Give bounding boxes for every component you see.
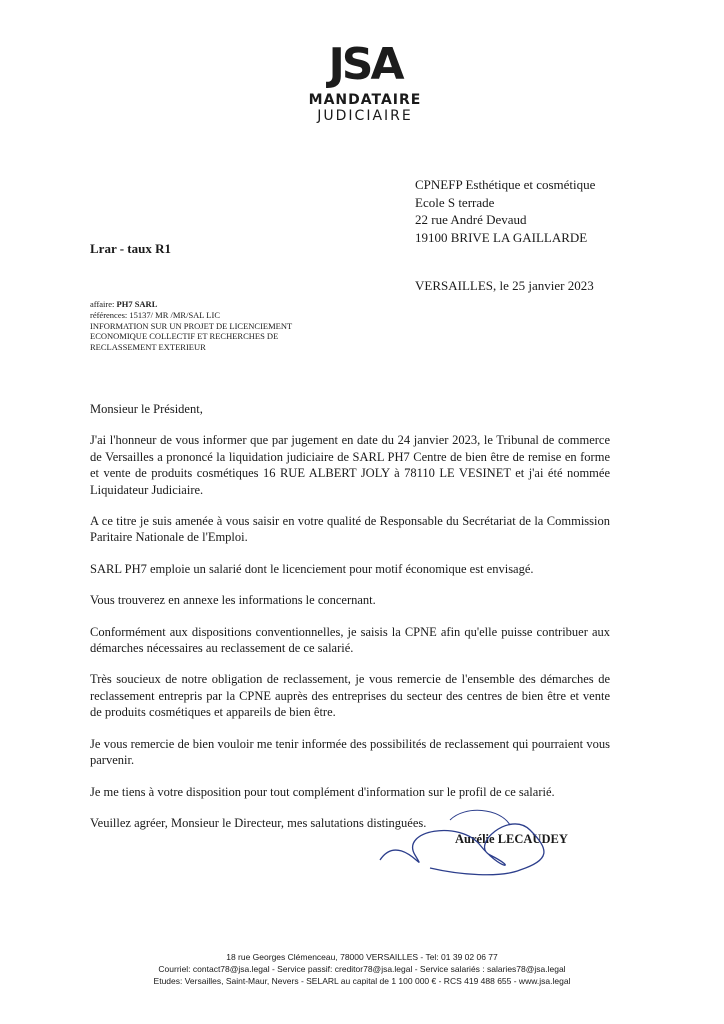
footer-contacts: Courriel: contact78@jsa.legal - Service passif: creditor78@jsa.legal - Service salariés : salaries78@jsa.legal [158,964,566,975]
signature-stroke [450,810,510,825]
affaire-label: affaire: [90,299,115,309]
paragraph: SARL PH7 emploie un salarié dont le licenciement pour motif économique est envisagé. [90,561,534,576]
paragraph: Très soucieux de notre obligation de reclassement, je vous remercie de l'ensemble des démarches de reclassement entrepris par la CPNE auprès des entreprises du secteur des centres de bien être et vente de produits cosmétiques et appareils de bien être. [90,672,610,720]
footer-address: 18 rue Georges Clémenceau, 78000 VERSAILLES - Tel: 01 39 02 06 77 [226,952,498,962]
logo-text: JSA [328,39,402,90]
company-logo [300,40,430,124]
footer [0,951,724,988]
letter-body [90,401,610,846]
signature-stroke [380,824,544,875]
recipient-line: CPNEFP Esthétique et cosmétique [415,177,596,192]
recipient-line: 19100 BRIVE LA GAILLARDE [415,229,588,245]
logo-line-mandataire: MANDATAIRE [308,92,422,108]
closing: Veuillez agréer, Monsieur le Directeur, mes salutations distinguées. [90,815,427,830]
logo-line-judiciaire: JUDICIAIRE [317,108,413,124]
paragraph: J'ai l'honneur de vous informer que par jugement en date du 24 janvier 2023, le Tribunal de commerce de Versailles a prononcé la liquidation judiciaire de SARL PH7 Centre de bien être de remise en forme et vente de produits cosmétiques 16 RUE ALBERT JOLY à 78110 LE VESINET et j'ai été nommée Liquidateur Judiciaire. [90,433,610,497]
paragraph: Je me tiens à votre disposition pour tout complément d'information sur le profil de ce salarié. [90,784,555,799]
references-line: références: 15137/ MR /MR/SAL LIC [90,309,220,320]
recipient-line: Ecole S terrade [415,194,495,210]
mail-type: Lrar - taux R1 [90,241,172,256]
paragraph: Vous trouverez en annexe les informations le concernant. [90,593,376,608]
salutation: Monsieur le Président, [90,402,203,416]
subject-line: INFORMATION SUR UN PROJET DE LICENCIEMENT [90,320,293,331]
recipient-address [415,176,595,246]
logo-mark [317,40,413,90]
paragraph: Je vous remercie de bien vouloir me tenir informée des possibilités de reclassement qui pourraient vous parvenir. [90,736,610,768]
signature-icon [370,800,570,890]
reference-block [90,299,292,353]
recipient-line: 22 rue André Devaud [415,212,527,227]
place-date: VERSAILLES, le 25 janvier 2023 [415,278,594,293]
paragraph: A ce titre je suis amenée à vous saisir en votre qualité de Responsable du Secrétariat de la Commission Paritaire Nationale de l'Emploi. [90,514,610,545]
footer-legal: Etudes: Versailles, Saint-Maur, Nevers - SELARL au capital de 1 100 000 € - RCS 419 488 655 - www.jsa.legal [153,976,571,987]
affaire-line [90,299,292,310]
paragraph: Conformément aux dispositions conventionnelles, je saisis la CPNE afin qu'elle puisse contribuer aux démarches nécessaires au reclassement de ce salarié. [90,624,610,656]
subject-line: RECLASSEMENT EXTERIEUR [90,342,206,353]
subject-line: ECONOMIQUE COLLECTIF ET RECHERCHES DE [90,331,279,342]
signer-name: Aurélie LECAUDEY [455,832,568,846]
affaire-value: PH7 SARL [116,299,158,309]
